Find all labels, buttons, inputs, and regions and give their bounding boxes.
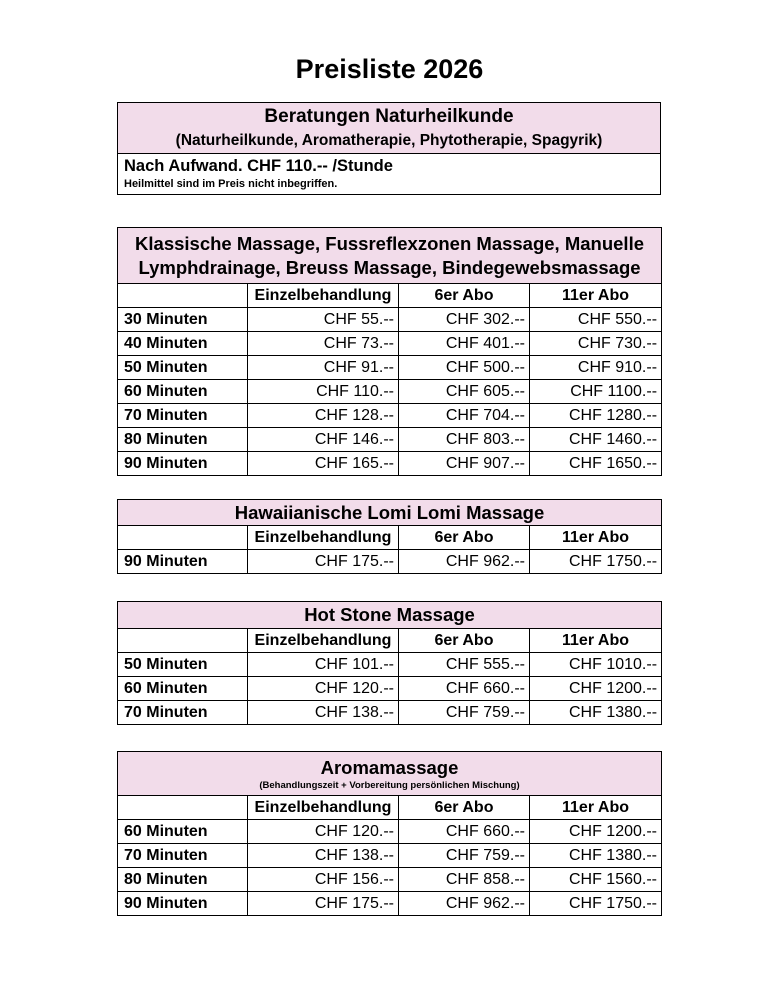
price-cell: CHF 165.-- [248,452,399,476]
price-cell: CHF 1380.-- [530,844,662,868]
duration-cell: 50 Minuten [118,653,248,677]
price-cell: CHF 146.-- [248,428,399,452]
price-cell: CHF 1560.-- [530,868,662,892]
price-cell: CHF 101.-- [248,653,399,677]
consultation-price: Nach Aufwand. CHF 110.-- /Stunde [124,157,393,175]
table-row [118,308,662,332]
price-table [117,601,662,725]
table-row [118,428,662,452]
consultation-body [118,157,660,190]
price-table-aromamassage [117,751,661,916]
price-cell: CHF 1750.-- [530,892,662,916]
price-cell: CHF 858.-- [399,868,530,892]
price-table-lomi-lomi [117,499,661,574]
duration-cell: 60 Minuten [118,677,248,701]
column-header: Einzelbehandlung [248,284,399,308]
price-table [117,499,662,574]
duration-cell: 50 Minuten [118,356,248,380]
price-cell: CHF 120.-- [248,820,399,844]
price-cell: CHF 120.-- [248,677,399,701]
price-cell: CHF 1460.-- [530,428,662,452]
table-row [118,701,662,725]
consultation-note: Heilmittel sind im Preis nicht inbegriffen. [124,178,338,190]
duration-cell: 30 Minuten [118,308,248,332]
price-cell: CHF 91.-- [248,356,399,380]
table-row [118,892,662,916]
column-header [118,629,248,653]
price-cell: CHF 1280.-- [530,404,662,428]
price-cell: CHF 759.-- [399,701,530,725]
price-cell: CHF 910.-- [530,356,662,380]
price-cell: CHF 907.-- [399,452,530,476]
table-row [118,677,662,701]
column-header: 11er Abo [530,796,662,820]
table-row [118,844,662,868]
column-header: Einzelbehandlung [248,629,399,653]
table-row [118,380,662,404]
section-heading-line: Lymphdrainage, Breuss Massage, Bindegewebsmassage [138,256,641,278]
section-heading-line: Hot Stone Massage [304,604,475,625]
section-heading-line: Aromamassage [320,757,459,778]
column-header-row [118,796,662,820]
column-header: 6er Abo [399,284,530,308]
table-row [118,550,662,574]
price-cell: CHF 175.-- [248,892,399,916]
price-cell: CHF 1010.-- [530,653,662,677]
price-cell: CHF 401.-- [399,332,530,356]
price-cell: CHF 128.-- [248,404,399,428]
price-cell: CHF 1100.-- [530,380,662,404]
price-cell: CHF 110.-- [248,380,399,404]
price-cell: CHF 1200.-- [530,820,662,844]
price-table [117,751,662,916]
table-row [118,452,662,476]
column-header: 11er Abo [530,526,662,550]
table-row [118,820,662,844]
duration-cell: 70 Minuten [118,701,248,725]
column-header [118,796,248,820]
column-header: 6er Abo [399,629,530,653]
price-cell: CHF 1380.-- [530,701,662,725]
price-cell: CHF 962.-- [399,550,530,574]
column-header [118,526,248,550]
column-header: Einzelbehandlung [248,526,399,550]
price-cell: CHF 500.-- [399,356,530,380]
price-cell: CHF 660.-- [399,820,530,844]
duration-cell: 80 Minuten [118,868,248,892]
price-cell: CHF 302.-- [399,308,530,332]
price-cell: CHF 1750.-- [530,550,662,574]
section-heading [118,602,662,629]
column-header-row [118,629,662,653]
duration-cell: 40 Minuten [118,332,248,356]
price-cell: CHF 555.-- [399,653,530,677]
section-heading [118,500,662,526]
section-heading-line: Hawaiianische Lomi Lomi Massage [234,501,545,523]
column-header: 11er Abo [530,629,662,653]
section-note: (Behandlungszeit + Vorbereitung persönlichen Mischung) [259,780,520,791]
price-cell: CHF 175.-- [248,550,399,574]
section-heading [118,752,662,796]
duration-cell: 60 Minuten [118,820,248,844]
consultation-box [117,102,661,195]
price-cell: CHF 55.-- [248,308,399,332]
table-row [118,868,662,892]
column-header-row [118,526,662,550]
price-cell: CHF 759.-- [399,844,530,868]
duration-cell: 60 Minuten [118,380,248,404]
price-cell: CHF 156.-- [248,868,399,892]
price-cell: CHF 1650.-- [530,452,662,476]
price-table-classic-massage [117,227,661,476]
consultation-heading: Beratungen Naturheilkunde [264,106,514,127]
consultation-subheading: (Naturheilkunde, Aromatherapie, Phytotherapie, Spagyrik) [175,132,603,149]
duration-cell: 90 Minuten [118,892,248,916]
consultation-header [118,103,660,154]
price-cell: CHF 605.-- [399,380,530,404]
table-row [118,653,662,677]
page-title: Preisliste 2026 [295,54,484,84]
price-cell: CHF 962.-- [399,892,530,916]
table-row [118,356,662,380]
price-cell: CHF 704.-- [399,404,530,428]
column-header [118,284,248,308]
price-table-hot-stone [117,601,661,725]
column-header: 6er Abo [399,526,530,550]
section-heading-line: Klassische Massage, Fussreflexzonen Massage, Manuelle [135,232,644,254]
price-cell: CHF 803.-- [399,428,530,452]
price-table [117,227,662,476]
section-heading [118,228,662,284]
table-row [118,404,662,428]
column-header: Einzelbehandlung [248,796,399,820]
table-row [118,332,662,356]
duration-cell: 80 Minuten [118,428,248,452]
duration-cell: 70 Minuten [118,404,248,428]
price-cell: CHF 138.-- [248,844,399,868]
column-header: 6er Abo [399,796,530,820]
duration-cell: 70 Minuten [118,844,248,868]
price-cell: CHF 730.-- [530,332,662,356]
column-header: 11er Abo [530,284,662,308]
price-cell: CHF 1200.-- [530,677,662,701]
price-cell: CHF 73.-- [248,332,399,356]
duration-cell: 90 Minuten [118,452,248,476]
duration-cell: 90 Minuten [118,550,248,574]
price-cell: CHF 138.-- [248,701,399,725]
price-cell: CHF 660.-- [399,677,530,701]
column-header-row [118,284,662,308]
price-cell: CHF 550.-- [530,308,662,332]
